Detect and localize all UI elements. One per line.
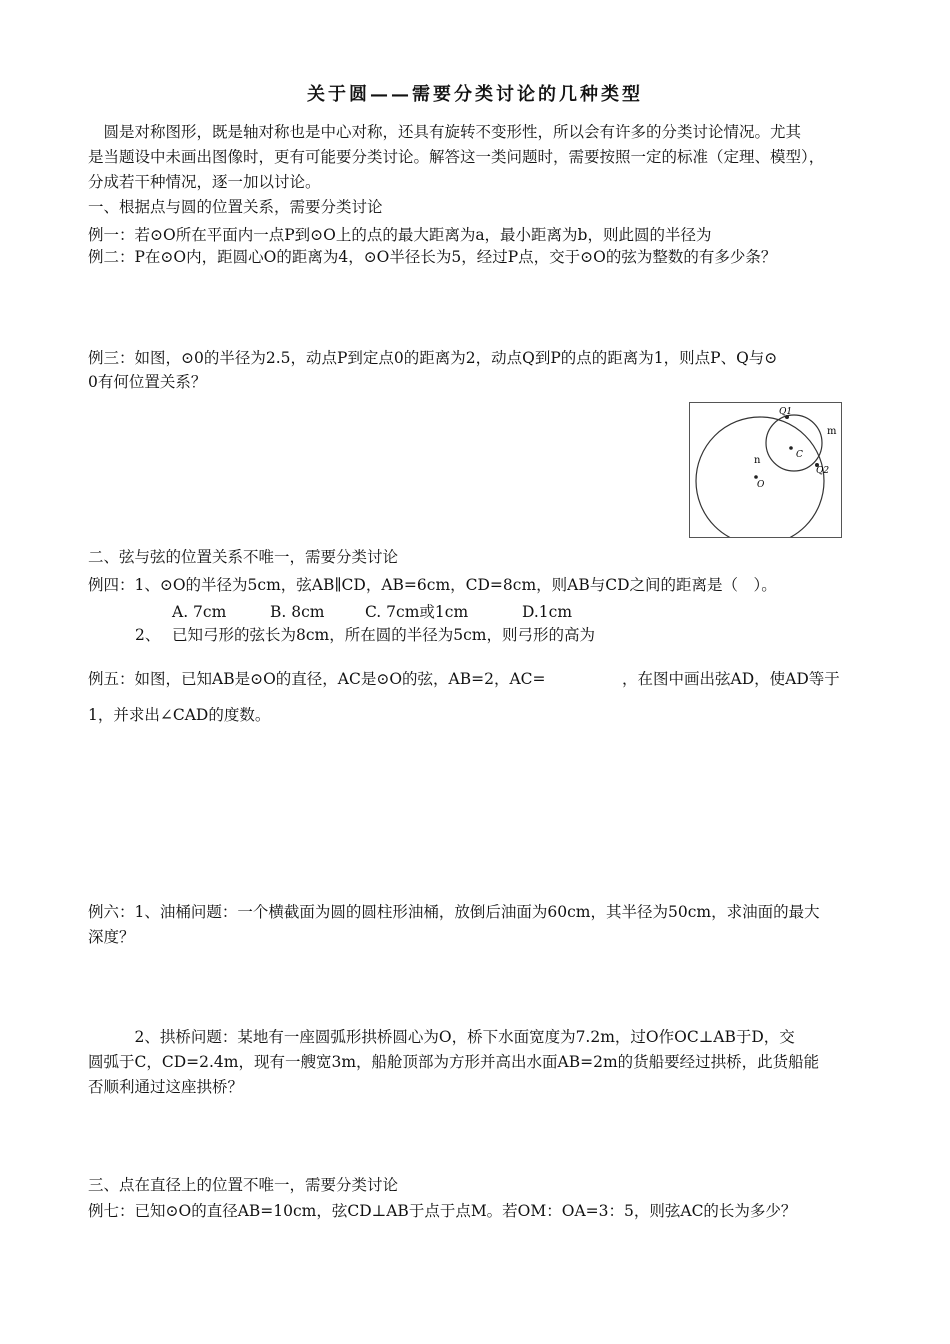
example-6-2-line-3: 否顺利通过这座拱桥？ <box>88 1078 244 1096</box>
label-c: C <box>796 450 803 460</box>
example-6-1-line-1: 例六：1、油桶问题：一个横截面为圆的圆柱形油桶，放倒后油面为60cm，其半径为50cm，求油面的最大 <box>88 903 820 921</box>
label-n: n <box>754 455 761 466</box>
example-7: 例七：已知⊙O的直径AB=10cm，弦CD⊥AB于点于点M。若OM：OA=3：5，则弦AC的长为多少？ <box>88 1202 797 1220</box>
example-1: 例一：若⊙O所在平面内一点P到⊙O上的点的最大距离为a，最小距离为b，则此圆的半径为 <box>88 226 712 244</box>
section3-heading: 三、点在直径上的位置不唯一，需要分类讨论 <box>88 1176 399 1194</box>
option-a: A. 7cm <box>172 603 227 621</box>
section1-heading: 一、根据点与圆的位置关系，需要分类讨论 <box>88 198 383 216</box>
large-circle-o <box>696 417 824 537</box>
example-5-line-1-a: 例五：如图，已知AB是⊙O的直径，AC是⊙O的弦，AB=2，AC= <box>88 670 546 688</box>
center-point-c <box>789 446 793 450</box>
intro-line-1: 圆是对称图形，既是轴对称也是中心对称，还具有旋转不变形性，所以会有许多的分类讨论情况。尤其 <box>88 123 802 141</box>
center-point-o <box>754 475 758 479</box>
example-3-line-1: 例三：如图，⊙0的半径为2.5，动点P到定点0的距离为2，动点Q到P的点的距离为1，则点P、Q与⊙ <box>88 349 778 367</box>
circle-figure-svg <box>690 403 841 537</box>
label-m: m <box>827 426 837 437</box>
example-6-2-line-2: 圆弧于C，CD=2.4m，现有一艘宽3m，船舱顶部为方形并高出水面AB=2m的货船要经过拱桥，此货船能 <box>88 1053 820 1071</box>
option-b: B. 8cm <box>270 603 325 621</box>
example-5-line-2: 1，并求出∠CAD的度数。 <box>88 706 271 724</box>
small-circle-c <box>766 415 822 471</box>
example-3-line-2: 0有何位置关系？ <box>88 373 207 391</box>
example-6-2-line-1: 2、拱桥问题：某地有一座圆弧形拱桥圆心为O，桥下水面宽度为7.2m，过O作OC⊥AB于D，交 <box>88 1028 795 1046</box>
page-title: 关于圆——需要分类讨论的几种类型 <box>307 84 643 105</box>
section2-heading: 二、弦与弦的位置关系不唯一，需要分类讨论 <box>88 548 399 566</box>
option-d: D.1cm <box>522 603 573 621</box>
example-2: 例二：P在⊙O内，距圆心O的距离为4，⊙O半径长为5，经过P点，交于⊙O的弦为整数的有多少条？ <box>88 248 777 266</box>
example-4-1: 例四：1、⊙O的半径为5cm，弦AB∥CD，AB=6cm，CD=8cm，则AB与CD之间的距离是（ ）。 <box>88 576 777 594</box>
label-q2: Q2 <box>816 466 830 476</box>
label-q1: Q1 <box>779 407 793 417</box>
intro-line-2: 是当题设中未画出图像时，更有可能要分类讨论。解答这一类问题时，需要按照一定的标准（定理、模型）， <box>88 148 825 166</box>
option-c: C. 7cm或1cm <box>365 603 469 621</box>
example-6-1-line-2: 深度？ <box>88 928 135 946</box>
intro-line-3: 分成若干种情况，逐一加以讨论。 <box>88 173 321 191</box>
circle-figure <box>689 402 842 538</box>
example-4-2-number: 2、 <box>135 626 161 644</box>
label-o: O <box>757 480 765 490</box>
example-5-line-1-b: ，在图中画出弦AD，使AD等于 <box>622 670 840 688</box>
example-4-2-text: 已知弓形的弦长为8cm，所在圆的半径为5cm，则弓形的高为 <box>172 626 595 644</box>
